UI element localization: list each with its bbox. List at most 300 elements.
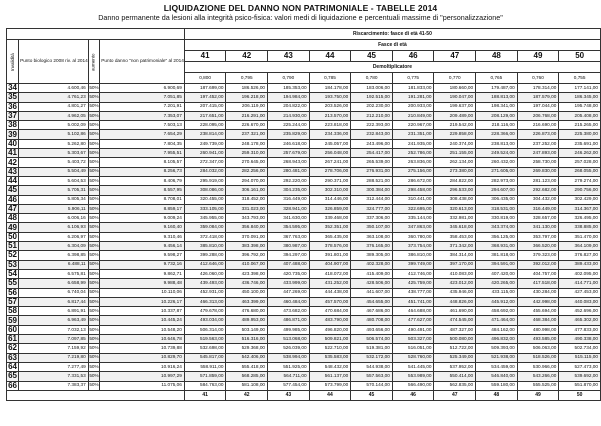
amount-value: 304.432,00 [517,195,559,204]
amount-value: 452.931,00 [184,288,226,297]
punto-danno-value: 8.406,79 [100,176,185,185]
amount-value: 273.380,00 [434,167,476,176]
age-header: 43 [268,51,310,62]
amount-value: 356.840,00 [226,223,268,232]
amount-value: 345.618,00 [434,223,476,232]
amount-value: 476.680,00 [226,307,268,316]
amount-value: 394.297,00 [268,251,310,260]
punto-biologico-value: 7.159,92 [19,344,89,353]
aumento-value: 50% [88,102,100,111]
amount-value: 516.051,00 [392,344,434,353]
amount-value: 254.417,00 [351,149,393,158]
amount-value: 316.449,00 [517,204,559,213]
invalidity-value: 35 [8,92,17,102]
amount-value: 343.793,00 [226,214,268,223]
amount-value: 518.526,00 [517,353,559,362]
amount-value: 555.418,00 [226,362,268,371]
amount-value: 197.044,00 [517,102,559,111]
table-row [7,204,601,213]
header-row-age-band [7,40,601,51]
amount-value: 444.438,00 [309,288,351,297]
punto-danno-value: 8.708,01 [100,195,185,204]
amount-value: 216.690,00 [517,121,559,130]
punto-danno-value: 10.226,17 [100,297,185,306]
aumento-value: 50% [88,111,100,120]
punto-biologico-value: 6.106,93 [19,223,89,232]
amount-value: 420.735,00 [268,269,310,278]
punto-danno-value: 7.201,91 [100,102,185,111]
punto-biologico-value: 5.604,53 [19,176,89,185]
amount-value: 564.711,00 [268,372,310,381]
amount-value: 441.607,00 [351,288,393,297]
table-row [7,111,601,120]
amount-value: 435.946,00 [434,288,476,297]
invalidity-value: 51 [8,241,17,251]
amount-value: 330.819,00 [476,214,518,223]
amount-value: 324.777,00 [351,204,393,213]
aumento-value: 50% [88,214,100,223]
amount-value: 423.398,00 [226,269,268,278]
amount-value: 218.116,00 [476,121,518,130]
amount-value: 312.444,00 [351,195,393,204]
amount-value: 195.748,00 [559,102,601,111]
amount-value: 210.849,00 [392,111,434,120]
amount-value: 296.533,00 [434,186,476,195]
amount-value: 473.682,00 [268,307,310,316]
table-row [7,167,601,176]
amount-value: 385.810,00 [184,242,226,251]
amount-value: 519.381,00 [351,344,393,353]
punto-biologico-value: 4.761,23 [19,93,89,102]
amount-value: 345.955,00 [184,214,226,223]
punto-danno-value: 9.310,46 [100,232,185,241]
age-header: 49 [517,51,559,62]
punto-danno-value: 7.503,13 [100,121,185,130]
amount-value: 300.384,00 [351,186,393,195]
amount-value: 402.095,00 [559,269,601,278]
amount-value: 468.384,00 [517,316,559,325]
amount-value: 551.925,00 [268,362,310,371]
punto-danno-value: 8.859,17 [100,204,185,213]
amount-value: 546.840,00 [476,372,518,381]
amount-value: 436.746,00 [226,279,268,288]
punto-danno-value: 6.900,69 [100,84,185,93]
amount-value: 226.873,00 [517,130,559,139]
invalidity-value: 58 [8,306,17,316]
amount-value: 284.032,00 [184,167,226,176]
amount-value: 214.930,00 [268,111,310,120]
aumento-value: 50% [88,353,100,362]
punto-biologico-value: 6.963,49 [19,316,89,325]
amount-value: 326.495,00 [559,214,601,223]
aumento-value: 50% [88,186,100,195]
table-row [7,195,601,204]
table-row [7,149,601,158]
document-subtitle: Danno permanente da lesioni alla integrità psico-fisica: valori medi di liquidazione e percentuali massime di "personalizzazione" [98,13,503,22]
punto-biologico-value: 5.303,67 [19,149,89,158]
amount-value: 452.696,00 [559,307,601,316]
punto-danno-value: 9.988,48 [100,279,185,288]
punto-biologico-value: 4.962,05 [19,111,89,120]
amount-value: 493.585,00 [517,335,559,344]
invalidity-value: 47 [8,204,17,213]
invalidity-value: 36 [8,102,17,111]
amount-value: 207.415,00 [184,102,226,111]
amount-value: 306.435,00 [476,195,518,204]
amount-value: 339.468,00 [309,214,351,223]
punto-danno-value: 7.955,51 [100,149,185,158]
amount-value: 260.941,00 [184,149,226,158]
punto-danno-value: 10.548,20 [100,325,185,334]
punto-danno-value: 10.445,24 [100,316,185,325]
table-row [7,186,601,195]
footer-age: 45 [351,390,393,400]
amount-value: 529.368,00 [226,344,268,353]
amount-value: 538.994,00 [268,353,310,362]
multiplier-value: 0,775 [392,73,434,84]
amount-value: 251.155,00 [434,149,476,158]
table-row [7,279,601,288]
aumento-value: 50% [88,260,100,269]
amount-value: 243.496,00 [351,139,393,148]
amount-value: 337.306,00 [351,214,393,223]
aumento-value: 50% [88,297,100,306]
amount-value: 322.695,00 [392,204,434,213]
amount-value: 559.180,00 [476,381,518,390]
amount-value: 284.822,00 [434,176,476,185]
amount-value: 417.518,00 [517,279,559,288]
amount-value: 276.931,00 [351,167,393,176]
amount-value: 557.563,00 [351,372,393,381]
amount-value: 428.506,00 [351,279,393,288]
amount-value: 431.252,00 [309,279,351,288]
punto-danno-value: 10.997,29 [100,372,185,381]
invalidity-value: 42 [8,157,17,167]
punto-biologico-value: 4.600,46 [19,84,89,93]
amount-value: 396.792,00 [226,251,268,260]
invalidity-header: Invalidità [7,40,19,84]
amount-value: 209.489,00 [434,111,476,120]
amount-value: 391.801,00 [309,251,351,260]
amount-value: 265.539,00 [351,158,393,167]
amount-value: 247.893,00 [517,149,559,158]
punto-danno-value: 9.598,27 [100,251,185,260]
amount-value: 249.739,00 [184,139,226,148]
amount-value: 245.057,00 [309,139,351,148]
amount-value: 356.125,00 [476,232,518,241]
amount-value: 318.531,00 [476,204,518,213]
amount-value: 555.525,00 [517,381,559,390]
amount-value: 542.406,00 [226,353,268,362]
punto-biologico-value: 7.097,85 [19,335,89,344]
punto-biologico-value: 7.331,53 [19,372,89,381]
invalidity-value: 46 [8,195,17,204]
amount-value: 320.455,00 [184,195,226,204]
amount-value: 228.095,00 [184,121,226,130]
amount-value: 438.777,00 [392,288,434,297]
amount-value: 460.484,00 [268,297,310,306]
table-row [7,316,601,325]
table-row [7,102,601,111]
header-row-top [7,29,601,40]
amount-value: 358.453,00 [434,232,476,241]
punto-danno-value: 10.337,87 [100,307,185,316]
invalidity-value: 50 [8,232,17,241]
amount-value: 225.244,00 [268,121,310,130]
amount-value: 450.100,00 [226,288,268,297]
amount-value: 290.756,00 [559,186,601,195]
punto-danno-value: 10.739,88 [100,344,185,353]
table-row [7,381,601,390]
amount-value: 335.144,00 [392,214,434,223]
aumento-value: 50% [88,344,100,353]
amount-value: 332.981,00 [434,214,476,223]
amount-value: 496.820,00 [309,325,351,334]
amount-value: 304.235,00 [268,186,310,195]
amount-value: 420.265,00 [476,279,518,288]
amount-value: 347.863,00 [392,223,434,232]
amount-value: 302.429,00 [559,195,601,204]
amount-value: 522.710,00 [309,344,351,353]
amount-value: 187.699,00 [184,84,226,93]
amount-value: 500.080,00 [434,335,476,344]
amount-value: 281.123,00 [517,176,559,185]
punto-biologico-value: 7.277,49 [19,362,89,371]
multiplier-value: 0,760 [517,73,559,84]
table-row [7,121,601,130]
multiplier-value: 0,800 [184,73,226,84]
amount-value: 543.266,00 [517,372,559,381]
amount-value: 440.083,00 [559,297,601,306]
punto-danno-value: 10.646,78 [100,335,185,344]
aumento-value: 50% [88,149,100,158]
amount-value: 279.274,00 [559,176,601,185]
amount-value: 392.012,00 [517,260,559,269]
amount-value: 269.830,00 [517,167,559,176]
amount-value: 282.973,00 [476,176,518,185]
punto-biologico-value: 7.032,13 [19,325,89,334]
amount-value: 490.338,00 [559,335,601,344]
punto-biologico-header: Punto biologico 2008 riv. al 2014 [19,40,89,84]
aumento-value: 50% [88,362,100,371]
amount-value: 290.371,00 [309,176,351,185]
amount-value: 217.651,00 [184,111,226,120]
table-row [7,232,601,241]
punto-danno-value: 7.051,85 [100,93,185,102]
amount-value: 378.576,00 [309,242,351,251]
amount-value: 530.966,00 [517,362,559,371]
invalidity-value: 64 [8,362,17,372]
invalidity-value: 38 [8,120,17,130]
punto-danno-value: 8.557,95 [100,186,185,195]
amount-value: 535.583,00 [309,353,351,362]
amount-value: 252.786,00 [392,149,434,158]
amount-value: 525.349,00 [434,353,476,362]
amount-value: 246.262,00 [559,149,601,158]
amount-value: 249.524,00 [476,149,518,158]
amount-value: 486.871,00 [268,316,310,325]
amount-value: 425.759,00 [392,279,434,288]
amount-value: 512.722,00 [434,344,476,353]
invalidity-value: 34 [8,83,17,93]
punto-danno-value: 10.110,06 [100,288,185,297]
amount-value: 203.526,00 [309,102,351,111]
footer-age: 41 [184,390,226,400]
punto-danno-value: 8.105,57 [100,158,185,167]
amount-value: 463.399,00 [226,297,268,306]
aumento-value: 50% [88,204,100,213]
amount-value: 200.933,00 [392,102,434,111]
amount-value: 426.060,00 [184,269,226,278]
punto-danno-value: 9.009,24 [100,214,185,223]
footer-age: 46 [392,390,434,400]
amount-value: 397.170,00 [434,260,476,269]
amount-value: 314.367,00 [559,204,601,213]
amount-value: 550.414,00 [434,372,476,381]
amount-value: 539.692,00 [559,372,601,381]
amount-value: 548.432,00 [309,362,351,371]
amount-value: 445.912,00 [476,297,518,306]
amount-value: 447.269,00 [268,288,310,297]
multiplier-value: 0,790 [268,73,310,84]
aumento-value: 50% [88,130,100,139]
amount-value: 454.655,00 [351,297,393,306]
aumento-value: 50% [88,372,100,381]
footer-age: 43 [268,390,310,400]
amount-value: 423.012,00 [434,279,476,288]
amount-value: 364.109,00 [559,242,601,251]
invalidity-value: 65 [8,371,17,381]
table-row [7,223,601,232]
aumento-value: 50% [88,316,100,325]
age-header: 46 [392,51,434,62]
punto-biologico-value: 5.102,86 [19,130,89,139]
footer-age: 48 [476,390,518,400]
amount-value: 186.526,00 [226,84,268,93]
punto-danno-value: 7.353,07 [100,111,185,120]
amount-value: 581.108,00 [226,381,268,390]
aumento-value: 50% [88,288,100,297]
aumento-value: 50% [88,307,100,316]
amount-value: 365.435,00 [309,232,351,241]
aumento-value: 50% [88,251,100,260]
amount-value: 231.351,00 [392,130,434,139]
amount-value: 238.814,00 [184,130,226,139]
amount-value: 294.070,00 [226,176,268,185]
table-row [7,325,601,334]
multiplier-value: 0,770 [434,73,476,84]
table-row [7,176,601,185]
amount-value: 237.321,00 [226,130,268,139]
amount-value: 258.730,00 [517,158,559,167]
amount-value: 270.645,00 [226,158,268,167]
amount-value: 562.835,00 [434,381,476,390]
punto-danno-value: 9.160,40 [100,223,185,232]
punto-biologico-value: 6.740,04 [19,288,89,297]
footer-age: 44 [309,390,351,400]
amount-value: 427.453,00 [559,288,601,297]
amount-value: 515.115,00 [559,353,601,362]
amount-value: 272.347,00 [184,158,226,167]
amount-value: 223.818,00 [309,121,351,130]
amount-value: 360.780,00 [392,232,434,241]
amount-value: 184.178,00 [309,84,351,93]
amount-value: 553.989,00 [392,372,434,381]
amount-value: 439.493,00 [184,279,226,288]
table-row [7,288,601,297]
amount-value: 502.734,00 [559,344,601,353]
amount-value: 386.810,00 [392,251,434,260]
aumento-value: 50% [88,279,100,288]
amount-value: 229.858,00 [434,130,476,139]
amount-value: 484.162,00 [476,325,518,334]
amount-value: 451.741,00 [392,297,434,306]
amount-value: 410.083,00 [434,269,476,278]
amount-value: 368.931,00 [476,242,518,251]
amount-value: 326.859,00 [309,204,351,213]
amount-value: 354.595,00 [268,223,310,232]
amount-value: 402.328,00 [351,260,393,269]
amount-value: 198.341,00 [476,102,518,111]
aumento-value: 50% [88,335,100,344]
amount-value: 359.084,00 [184,223,226,232]
multiplier-value: 0,755 [559,73,601,84]
table-row [7,353,601,362]
punto-danno-value: 7.804,35 [100,139,185,148]
table-row [7,335,601,344]
punto-biologico-value: 7.219,80 [19,353,89,362]
footer-age: 47 [434,390,476,400]
amount-value: 212.210,00 [351,111,393,120]
amount-value: 192.515,00 [351,93,393,102]
footer-age: 42 [226,390,268,400]
amount-value: 465.302,00 [559,316,601,325]
amount-value: 407.488,00 [268,260,310,269]
invalidity-value: 62 [8,343,17,353]
amount-value: 193.750,00 [309,93,351,102]
aumento-value: 50% [88,84,100,93]
document-title: LIQUIDAZIONE DEL DANNO NON PATRIMONIALE - TABELLE 2014 [163,3,438,13]
amount-value: 294.607,00 [476,186,518,195]
amount-value: 268.943,00 [268,158,310,167]
amount-value: 519.563,00 [184,335,226,344]
amount-value: 238.813,00 [476,139,518,148]
amount-value: 199.637,00 [434,102,476,111]
invalidity-value: 53 [8,260,17,269]
amount-value: 185.353,00 [268,84,310,93]
amount-value: 381.818,00 [476,251,518,260]
amount-value: 178.314,00 [517,84,559,93]
amount-value: 464.688,00 [392,307,434,316]
amount-value: 328.941,00 [268,204,310,213]
aumento-value: 50% [88,158,100,167]
amount-value: 418.072,00 [309,269,351,278]
invalidity-value: 61 [8,334,17,344]
amount-value: 470.684,00 [309,307,351,316]
amount-value: 232.843,00 [351,130,393,139]
table-row [7,251,601,260]
punto-biologico-value: 6.206,97 [19,232,89,241]
amount-value: 292.220,00 [268,176,310,185]
amount-value: 493.034,00 [184,316,226,325]
amount-value: 380.987,00 [268,242,310,251]
amount-value: 298.458,00 [392,186,434,195]
amount-value: 489.953,00 [226,316,268,325]
amount-value: 516.316,00 [226,335,268,344]
amount-value: 318.452,00 [226,195,268,204]
amount-value: 433.115,00 [476,288,518,297]
aumento-value: 50% [88,195,100,204]
